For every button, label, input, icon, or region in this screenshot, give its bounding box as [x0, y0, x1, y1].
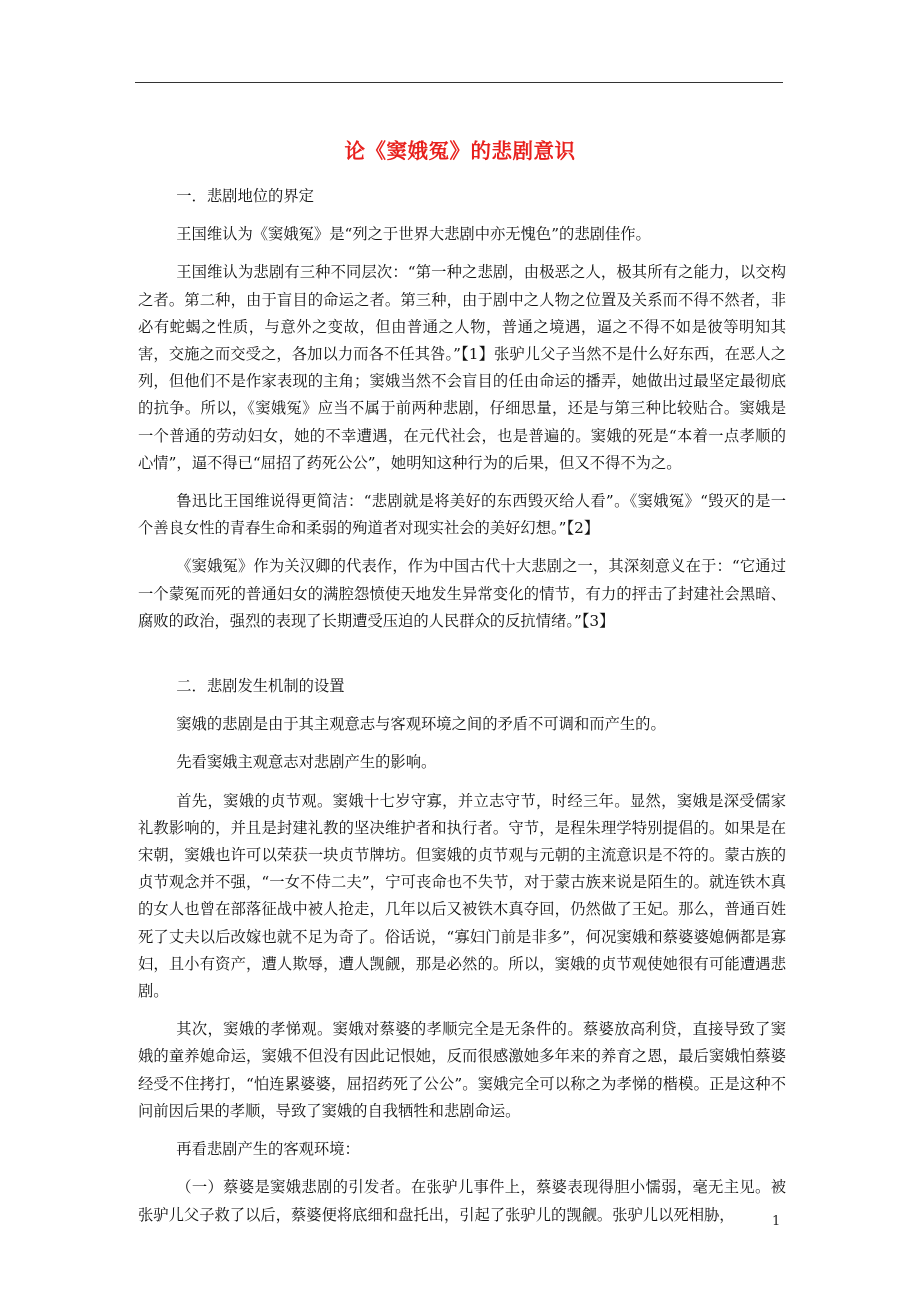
paragraph: 再看悲剧产生的客观环境：: [176, 1140, 360, 1159]
paragraph: 王国维认为悲剧有三种不同层次：“第一种之悲剧，由极恶之人，极其所有之能力，以交构之者。第二种，由于盲目的命运之者。第三种，由于剧中之人物之位置及关系而不得不然者，非必有蛇蝎之性质，与意外之变故，但由普通之人物，普通之境遇，逼之不得不如是彼等明知其害，交施之而交受之，各加以力而各不任其咎。”【1】张驴儿父子当然不是什么好东西，在恶人之列，但他们不是作家表现的主角；窦娥当然不会盲目的任由命运的播弄，她做出过最坚定最彻底的抗争。所以，《窦娥冤》应当不属于前两种悲剧，仔细思量，还是与第三种比较贴合。窦娥是一个普通的劳动妇女，她的不幸遭遇，在元代社会，也是普遍的。窦娥的死是“本着一点孝顺的心情”，逼不得已“屈招了药死公公”，她明知这种行为的后果，但又不得不为之。: [138, 263, 786, 472]
section-heading: 一．悲剧地位的界定: [176, 187, 314, 205]
page-number: 1: [772, 1214, 781, 1229]
document-title: 论《窦娥冤》的悲剧意识: [344, 139, 576, 163]
paragraph: 王国维认为《窦娥冤》是“列之于世界大悲剧中亦无愧色”的悲剧佳作。: [176, 225, 651, 244]
paragraph: 先看窦娥主观意志对悲剧产生的影响。: [176, 753, 437, 772]
paragraph: 鲁迅比王国维说得更简洁：“悲剧就是将美好的东西毁灭给人看”。《窦娥冤》“毁灭的是一个善良女性的青春生命和柔弱的殉道者对现实社会的美好幻想。”【2】: [138, 492, 786, 538]
paragraph: （一）蔡婆是窦娥悲剧的引发者。在张驴儿事件上，蔡婆表现得胆小懦弱，毫无主见。被张驴儿父子救了以后，蔡婆便将底细和盘托出，引起了张驴儿的觊觎。张驴儿以死相胁，: [138, 1178, 786, 1224]
paragraph: 其次，窦娥的孝悌观。窦娥对蔡婆的孝顺完全是无条件的。蔡婆放高利贷，直接导致了窦娥的童养媳命运，窦娥不但没有因此记恨她，反而很感激她多年来的养育之恩，最后窦娥怕蔡婆经受不住拷打，“怕连累婆婆，屈招药死了公公”。窦娥完全可以称之为孝悌的楷模。正是这种不问前因后果的孝顺，导致了窦娥的自我牺牲和悲剧命运。: [138, 1020, 786, 1120]
paragraph: 《窦娥冤》作为关汉卿的代表作，作为中国古代十大悲剧之一，其深刻意义在于：“它通过一个蒙冤而死的普通妇女的满腔怨愤使天地发生异常变化的情节，有力的抨击了封建社会黑暗、腐败的政治，强烈的表现了长期遭受压迫的人民群众的反抗情绪。”【3】: [138, 557, 786, 630]
header-rule: [135, 82, 783, 83]
paragraph: 首先，窦娥的贞节观。窦娥十七岁守寡，并立志守节，时经三年。显然，窦娥是深受儒家礼教影响的，并且是封建礼教的坚决维护者和执行者。守节，是程朱理学特别提倡的。如果是在宋朝，窦娥也许可以荣获一块贞节牌坊。但窦娥的贞节观与元朝的主流意识是不符的。蒙古族的贞节观念并不强，“一女不侍二夫”，宁可丧命也不失节，对于蒙古族来说是陌生的。就连铁木真的女人也曾在部落征战中被人抢走，几年以后又被铁木真夺回，仍然做了王妃。那么，普通百姓死了丈夫以后改嫁也就不足为奇了。俗话说，“寡妇门前是非多”，何况窦娥和蔡婆婆媳俩都是寡妇，且小有资产，遭人欺辱，遭人觊觎，那是必然的。所以，窦娥的贞节观使她很有可能遭遇悲剧。: [138, 791, 786, 1001]
document-body: [138, 183, 786, 1240]
paragraph: 窦娥的悲剧是由于其主观意志与客观环境之间的矛盾不可调和而产生的。: [176, 715, 666, 734]
section-heading: 二．悲剧发生机制的设置: [176, 677, 345, 696]
